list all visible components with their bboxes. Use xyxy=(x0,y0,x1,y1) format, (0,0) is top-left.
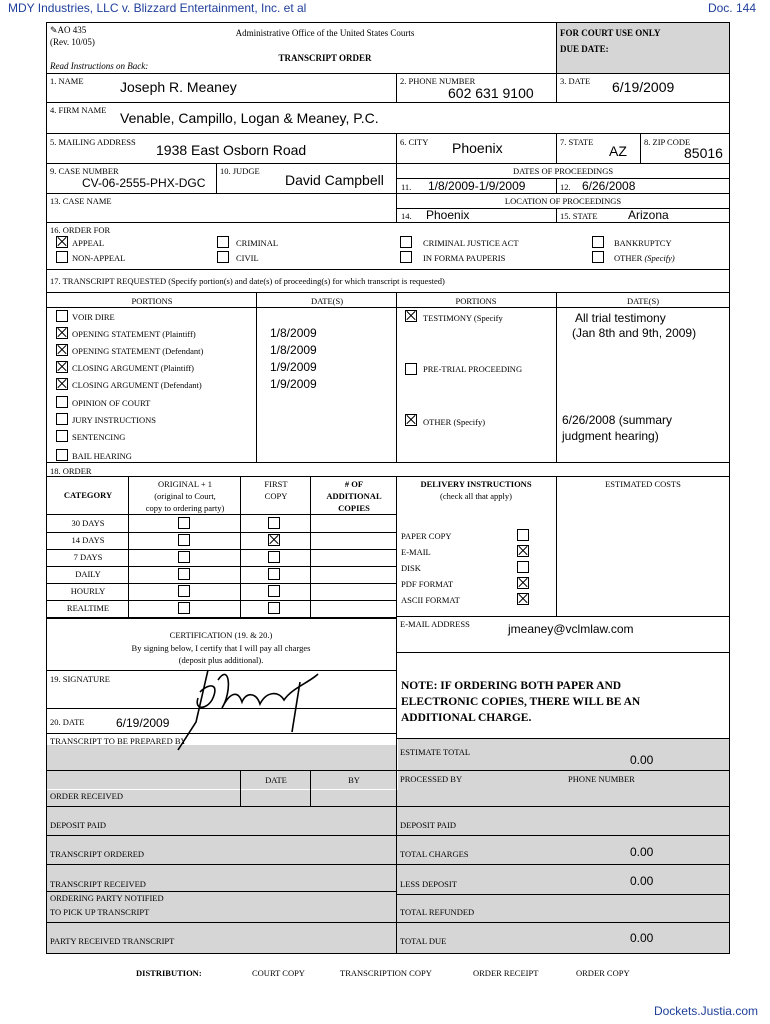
field-12-label: 12. xyxy=(560,182,571,192)
firm-value[interactable]: Venable, Campillo, Logan & Meaney, P.C. xyxy=(120,110,379,126)
party-received-label: PARTY RECEIVED TRANSCRIPT xyxy=(50,936,175,946)
original-copy-checkbox[interactable] xyxy=(178,551,190,563)
dates-header-left: DATE(S) xyxy=(310,296,344,306)
order-category-label: HOURLY xyxy=(70,586,106,596)
by-column-label: BY xyxy=(348,775,360,785)
portion-checkbox[interactable] xyxy=(56,327,68,339)
note-line1: NOTE: IF ORDERING BOTH PAPER AND xyxy=(401,680,622,692)
bankruptcy-checkbox[interactable] xyxy=(592,236,604,248)
total-due-value: 0.00 xyxy=(630,931,654,945)
email-label: E-MAIL ADDRESS xyxy=(400,619,470,629)
total-charges-value: 0.00 xyxy=(630,845,654,859)
deposit-paid-right-label: DEPOSIT PAID xyxy=(400,820,456,830)
distribution-court-copy: COURT COPY xyxy=(252,968,305,978)
total-refunded-label: TOTAL REFUNDED xyxy=(400,907,475,917)
other-label: OTHER xyxy=(614,253,643,263)
judge-label: 10. JUDGE xyxy=(220,166,260,176)
delivery-option-label: ASCII FORMAT xyxy=(401,595,460,605)
firm-label: 4. FIRM NAME xyxy=(50,105,107,115)
civil-label: CIVIL xyxy=(236,253,259,263)
first-copy-header-1: FIRST xyxy=(264,479,288,489)
non-appeal-label: NON-APPEAL xyxy=(72,253,126,263)
cja-checkbox[interactable] xyxy=(400,236,412,248)
testimony-checkbox[interactable] xyxy=(405,310,417,322)
party-notified-label-1: ORDERING PARTY NOTIFIED xyxy=(50,893,164,903)
estimate-total-value: 0.00 xyxy=(630,753,654,767)
judge-value[interactable]: David Campbell xyxy=(285,172,384,188)
field-15-label: 15. STATE xyxy=(560,211,598,221)
certification-line1: By signing below, I certify that I will pay all charges xyxy=(131,643,311,653)
delivery-header: DELIVERY INSTRUCTIONS xyxy=(420,479,532,489)
date-value[interactable]: 6/19/2009 xyxy=(612,79,675,95)
ifp-label: IN FORMA PAUPERIS xyxy=(423,253,506,263)
portion-checkbox[interactable] xyxy=(56,413,68,425)
name-value[interactable]: Joseph R. Meaney xyxy=(120,79,237,95)
other-specify: (Specify) xyxy=(644,253,675,263)
portion-label: OPENING STATEMENT (Plaintiff) xyxy=(72,329,196,339)
delivery-option-checkbox[interactable] xyxy=(517,529,529,541)
non-appeal-checkbox[interactable] xyxy=(56,251,68,263)
delivery-option-checkbox[interactable] xyxy=(517,577,529,589)
order-received-label: ORDER RECEIVED xyxy=(50,791,123,801)
order-category-label: 7 DAYS xyxy=(73,552,103,562)
testimony-date-line1[interactable]: All trial testimony xyxy=(575,311,666,325)
transcript-ordered-label: TRANSCRIPT ORDERED xyxy=(50,849,145,859)
form-revision: (Rev. 10/05) xyxy=(50,37,95,47)
mailing-address-label: 5. MAILING ADDRESS xyxy=(50,137,136,147)
case-number-value[interactable]: CV-06-2555-PHX-DGC xyxy=(82,176,206,190)
date-column-label: DATE xyxy=(265,775,287,785)
delivery-option-label: PAPER COPY xyxy=(401,531,452,541)
first-copy-checkbox[interactable] xyxy=(268,517,280,529)
original-copy-checkbox[interactable] xyxy=(178,602,190,614)
justia-footer-link[interactable]: Dockets.Justia.com xyxy=(653,1004,758,1018)
phone-value[interactable]: 602 631 9100 xyxy=(448,85,534,101)
appeal-label: APPEAL xyxy=(72,238,105,248)
mailing-address-value[interactable]: 1938 East Osborn Road xyxy=(156,142,307,158)
proceeding-date-11[interactable]: 1/8/2009-1/9/2009 xyxy=(428,179,526,193)
other-proceeding-checkbox[interactable] xyxy=(405,414,417,426)
portion-checkbox[interactable] xyxy=(56,310,68,322)
delivery-option-checkbox[interactable] xyxy=(517,593,529,605)
delivery-option-checkbox[interactable] xyxy=(517,561,529,573)
original-copy-checkbox[interactable] xyxy=(178,534,190,546)
court-use-heading: FOR COURT USE ONLY xyxy=(560,28,661,38)
portion-label: CLOSING ARGUMENT (Defendant) xyxy=(72,380,202,390)
city-value[interactable]: Phoenix xyxy=(452,140,503,156)
city-label: 6. CITY xyxy=(400,137,429,147)
portions-header-right: PORTIONS xyxy=(455,296,497,306)
zip-value[interactable]: 85016 xyxy=(684,145,723,161)
civil-checkbox[interactable] xyxy=(217,251,229,263)
first-copy-checkbox[interactable] xyxy=(268,602,280,614)
office-title: Administrative Office of the United States Courts xyxy=(235,28,415,38)
other-date-line1[interactable]: 6/26/2008 (summary xyxy=(562,413,673,427)
pretrial-label: PRE-TRIAL PROCEEDING xyxy=(423,364,523,374)
testimony-date-line2[interactable]: (Jan 8th and 9th, 2009) xyxy=(572,326,697,340)
category-header: CATEGORY xyxy=(63,490,113,500)
order-category-label: DAILY xyxy=(75,569,101,579)
portion-label: BAIL HEARING xyxy=(72,451,132,461)
deposit-paid-label: DEPOSIT PAID xyxy=(50,820,106,830)
portion-date[interactable]: 1/8/2009 xyxy=(270,326,317,340)
first-copy-checkbox[interactable] xyxy=(268,534,280,546)
criminal-checkbox[interactable] xyxy=(217,236,229,248)
signature-label: 19. SIGNATURE xyxy=(50,674,110,684)
location-state[interactable]: Arizona xyxy=(628,208,669,222)
portion-checkbox[interactable] xyxy=(56,361,68,373)
read-instructions: Read Instructions on Back: xyxy=(50,61,149,71)
note-line2: ELECTRONIC COPIES, THERE WILL BE AN xyxy=(401,696,641,708)
less-deposit-label: LESS DEPOSIT xyxy=(400,879,457,889)
delivery-option-label: PDF FORMAT xyxy=(401,579,454,589)
portion-date[interactable]: 1/9/2009 xyxy=(270,377,317,391)
due-date-label: DUE DATE: xyxy=(560,44,609,54)
cert-date-label: 20. DATE xyxy=(50,717,85,727)
phone-number-label: PHONE NUMBER xyxy=(568,774,635,784)
portion-label: VOIR DIRE xyxy=(72,312,115,322)
original-header-2: (original to Court, xyxy=(154,491,216,501)
pretrial-checkbox[interactable] xyxy=(405,363,417,375)
processed-by-label: PROCESSED BY xyxy=(400,774,463,784)
portion-label: SENTENCING xyxy=(72,432,126,442)
appeal-checkbox[interactable] xyxy=(56,236,68,248)
order-category-label: REALTIME xyxy=(66,603,110,613)
distribution-transcription-copy: TRANSCRIPTION COPY xyxy=(340,968,432,978)
portion-date[interactable]: 1/9/2009 xyxy=(270,360,317,374)
field-14-label: 14. xyxy=(401,211,412,221)
case-title-header: MDY Industries, LLC v. Blizzard Entertainment, Inc. et al xyxy=(8,1,307,15)
bankruptcy-label: BANKRUPTCY xyxy=(614,238,672,248)
order-for-label: 16. ORDER FOR xyxy=(50,225,111,235)
testimony-label: TESTIMONY (Specify xyxy=(423,313,503,323)
portion-checkbox[interactable] xyxy=(56,396,68,408)
note-line3: ADDITIONAL CHARGE. xyxy=(401,712,532,724)
party-notified-label-2: TO PICK UP TRANSCRIPT xyxy=(50,907,150,917)
other-checkbox[interactable] xyxy=(592,251,604,263)
zip-label: 8. ZIP CODE xyxy=(644,137,691,147)
less-deposit-value: 0.00 xyxy=(630,874,654,888)
distribution-order-receipt: ORDER RECEIPT xyxy=(473,968,539,978)
transcript-received-label: TRANSCRIPT RECEIVED xyxy=(50,879,146,889)
original-copy-checkbox[interactable] xyxy=(178,568,190,580)
name-label: 1. NAME xyxy=(50,76,84,86)
portions-header-left: PORTIONS xyxy=(131,296,173,306)
certification-line2: (deposit plus additional). xyxy=(178,655,264,665)
original-copy-checkbox[interactable] xyxy=(178,517,190,529)
original-copy-checkbox[interactable] xyxy=(178,585,190,597)
portion-label: JURY INSTRUCTIONS xyxy=(72,415,156,425)
total-due-label: TOTAL DUE xyxy=(400,936,447,946)
form-title: TRANSCRIPT ORDER xyxy=(278,53,372,63)
other-proceeding-label: OTHER (Specify) xyxy=(423,417,486,427)
first-copy-header-2: COPY xyxy=(264,491,288,501)
distribution-label: DISTRIBUTION: xyxy=(136,968,202,978)
original-header-1: ORIGINAL + 1 xyxy=(157,479,213,489)
first-copy-checkbox[interactable] xyxy=(268,551,280,563)
estimate-total-label: ESTIMATE TOTAL xyxy=(400,747,471,757)
delivery-option-label: E-MAIL xyxy=(401,547,431,557)
portion-label: OPENING STATEMENT (Defendant) xyxy=(72,346,204,356)
first-copy-checkbox[interactable] xyxy=(268,568,280,580)
portion-checkbox[interactable] xyxy=(56,344,68,356)
state-value[interactable]: AZ xyxy=(609,143,627,159)
original-header-3: copy to ordering party) xyxy=(145,503,225,513)
order-category-label: 30 DAYS xyxy=(71,518,105,528)
phone-label: 2. PHONE NUMBER xyxy=(400,76,476,86)
portion-checkbox[interactable] xyxy=(56,449,68,461)
transcript-requested-label: 17. TRANSCRIPT REQUESTED (Specify portion(s) and date(s) of proceeding(s) for which transcript is requested) xyxy=(50,276,445,286)
state-label: 7. STATE xyxy=(560,137,594,147)
additional-header-3: COPIES xyxy=(338,503,370,513)
portion-checkbox[interactable] xyxy=(56,378,68,390)
location-label: LOCATION OF PROCEEDINGS xyxy=(504,196,622,206)
case-number-label: 9. CASE NUMBER xyxy=(50,166,119,176)
delivery-option-checkbox[interactable] xyxy=(517,545,529,557)
proceeding-date-12[interactable]: 6/26/2008 xyxy=(582,179,636,193)
date-label: 3. DATE xyxy=(560,76,591,86)
form-number: ✎AO 435 xyxy=(50,25,87,35)
portion-date[interactable]: 1/8/2009 xyxy=(270,343,317,357)
cja-label: CRIMINAL JUSTICE ACT xyxy=(423,238,519,248)
doc-number-link[interactable]: Doc. 144 xyxy=(707,1,756,15)
location-city[interactable]: Phoenix xyxy=(426,208,470,222)
cert-date-value[interactable]: 6/19/2009 xyxy=(116,716,170,730)
criminal-label: CRIMINAL xyxy=(236,238,279,248)
estimated-costs-header: ESTIMATED COSTS xyxy=(605,479,681,489)
delivery-option-label: DISK xyxy=(401,563,421,573)
additional-header-2: ADDITIONAL xyxy=(326,491,382,501)
distribution-order-copy: ORDER COPY xyxy=(576,968,630,978)
total-charges-label: TOTAL CHARGES xyxy=(400,849,469,859)
portion-label: CLOSING ARGUMENT (Plaintiff) xyxy=(72,363,194,373)
order-label: 18. ORDER xyxy=(50,466,92,476)
dates-of-proceedings-label: DATES OF PROCEEDINGS xyxy=(512,166,614,176)
other-date-line2[interactable]: judgment hearing) xyxy=(562,429,659,443)
portion-label: OPINION OF COURT xyxy=(72,398,151,408)
certification-title: CERTIFICATION (19. & 20.) xyxy=(169,630,273,640)
first-copy-checkbox[interactable] xyxy=(268,585,280,597)
field-11-label: 11. xyxy=(401,182,412,192)
case-name-label: 13. CASE NAME xyxy=(50,196,112,206)
delivery-subheader: (check all that apply) xyxy=(440,491,512,501)
email-value[interactable]: jmeaney@vclmlaw.com xyxy=(508,622,634,636)
additional-header-1: # OF xyxy=(344,479,364,489)
order-category-label: 14 DAYS xyxy=(71,535,105,545)
dates-header-right: DATE(S) xyxy=(626,296,660,306)
prepared-by-label: TRANSCRIPT TO BE PREPARED BY xyxy=(50,736,187,746)
portion-checkbox[interactable] xyxy=(56,430,68,442)
ifp-checkbox[interactable] xyxy=(400,251,412,263)
